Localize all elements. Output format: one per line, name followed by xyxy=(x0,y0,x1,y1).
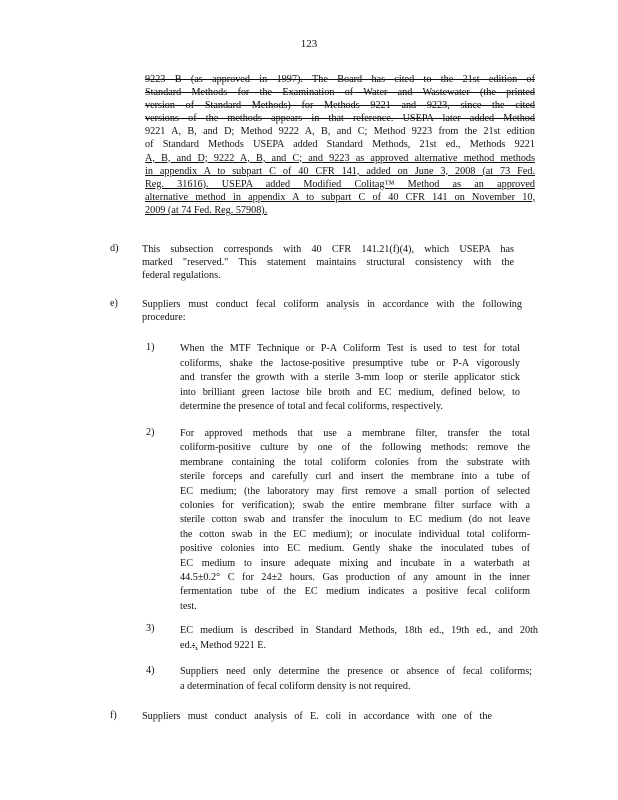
inserted-fragment: , xyxy=(195,640,198,651)
inserted-line: Reg. 31616). USEPA added Modified Colitag™ Method as an approved xyxy=(145,178,535,190)
text-line: the cotton swab in the EC medium); or inoculate individual total coliform- xyxy=(180,528,530,540)
inserted-line: 2009 (at 74 Fed. Reg. 57908). xyxy=(145,204,268,216)
subsection-marker: 4) xyxy=(146,665,155,676)
text-line: into brilliant green lactose bile broth and EC medium, defined below, to xyxy=(180,386,520,398)
text-line: EC medium; (the laboratory may first remove a small portion of selected xyxy=(180,485,530,497)
text-line: determine the presence of total and fecal coliforms, respectively. xyxy=(180,401,443,413)
subsection-text xyxy=(180,427,530,614)
subsection-marker: d) xyxy=(110,243,119,254)
subsection-marker: e) xyxy=(110,298,118,309)
inserted-line: in appendix A to subpart C of 40 CFR 141, added on June 3, 2008 (at 73 Fed. xyxy=(145,165,535,177)
text-line: colonies for verification); swab the entire membrane filter surface with a xyxy=(180,500,530,512)
text-line: Suppliers need only determine the presence or absence of fecal coliforms; xyxy=(180,666,532,677)
text-fragment: Method 9221 E. xyxy=(197,640,267,651)
inserted-line: A, B, and D; 9222 A, B, and C; and 9223 as approved alternative method methods xyxy=(145,152,535,164)
amended-note-block xyxy=(145,73,535,217)
subsection-text xyxy=(180,665,532,694)
text-line: fermentation tube of the EC medium indicates a positive fecal coliform xyxy=(180,586,530,598)
text-line: procedure: xyxy=(142,312,186,324)
text-line: This subsection corresponds with 40 CFR 141.21(f)(4), which USEPA has xyxy=(142,244,514,255)
text-line: coliform-positive culture by one of the following methods: remove the xyxy=(180,442,530,454)
page-number: 123 xyxy=(300,38,318,50)
text-line: membrane containing the total coliform colonies from the substrate with xyxy=(180,456,530,468)
text-line: test. xyxy=(180,600,197,612)
text-line: positive colonies into EC medium. Gently shake the inoculated tubes of xyxy=(180,543,530,555)
text-line: federal regulations. xyxy=(142,270,221,282)
text-line: sterile forceps and carefully curl and insert the membrane into a tube of xyxy=(180,471,530,483)
struck-line: version of Standard Methods) for Methods 9221 and 9223, since the cited xyxy=(145,100,535,112)
subsection-text xyxy=(180,623,538,653)
struck-line: Standard Methods for the Examination of Water and Wastewater (the printed xyxy=(145,87,535,99)
text-line: Suppliers must conduct analysis of E. coli in accordance with one of the xyxy=(142,711,492,722)
subsection-marker: f) xyxy=(110,710,117,721)
text-line: marked "reserved." This statement maintains structural consistency with the xyxy=(142,257,514,269)
text-fragment: ed. xyxy=(180,640,193,651)
text-line: of Standard Methods USEPA added Standard Methods, 21st ed., Methods 9221 xyxy=(145,139,535,151)
text-line: 9221 A, B, and D; Method 9222 A, B, and C; Method 9223 from the 21st edition xyxy=(145,126,535,138)
text-line: For approved methods that use a membrane filter, transfer the total xyxy=(180,428,530,439)
subsection-text xyxy=(142,298,522,324)
text-line: When the MTF Technique or P-A Coliform Test is used to test for total xyxy=(180,343,520,354)
subsection-text xyxy=(180,342,520,415)
subsection-marker: 2) xyxy=(146,427,155,438)
inserted-line: alternative method in appendix A to subpart C of 40 CFR 141 on November 10, xyxy=(145,191,535,203)
text-line xyxy=(180,638,538,653)
text-line: coliforms, shake the lactose-positive presumptive tube or P-A vigorously xyxy=(180,357,520,369)
subsection-marker: 1) xyxy=(146,342,155,353)
subsection-text xyxy=(142,710,492,723)
struck-line: versions of the methods appears in that reference. USEPA later added Method xyxy=(145,113,535,125)
text-line: EC medium is described in Standard Methods, 18th ed., 19th ed., and 20th xyxy=(180,625,538,636)
subsection-marker: 3) xyxy=(146,623,155,634)
text-line: EC medium to insure adequate mixing and incubate in a waterbath at xyxy=(180,557,530,569)
struck-line: 9223 B (as approved in 1997). The Board has cited to the 21st edition of xyxy=(145,74,535,85)
text-line: a determination of fecal coliform density is not required. xyxy=(180,680,411,692)
struck-fragment: : xyxy=(192,640,196,651)
text-line: Suppliers must conduct fecal coliform analysis in accordance with the following xyxy=(142,299,522,310)
text-line: 44.5±0.2° C for 24±2 hours. Gas production of any amount in the inner xyxy=(180,572,530,584)
text-line: sterile cotton swab and transfer the inoculum to EC medium (do not leave xyxy=(180,514,530,526)
text-line: and transfer the growth with a sterile 3-mm loop or sterile applicator stick xyxy=(180,372,520,384)
subsection-text xyxy=(142,243,514,283)
